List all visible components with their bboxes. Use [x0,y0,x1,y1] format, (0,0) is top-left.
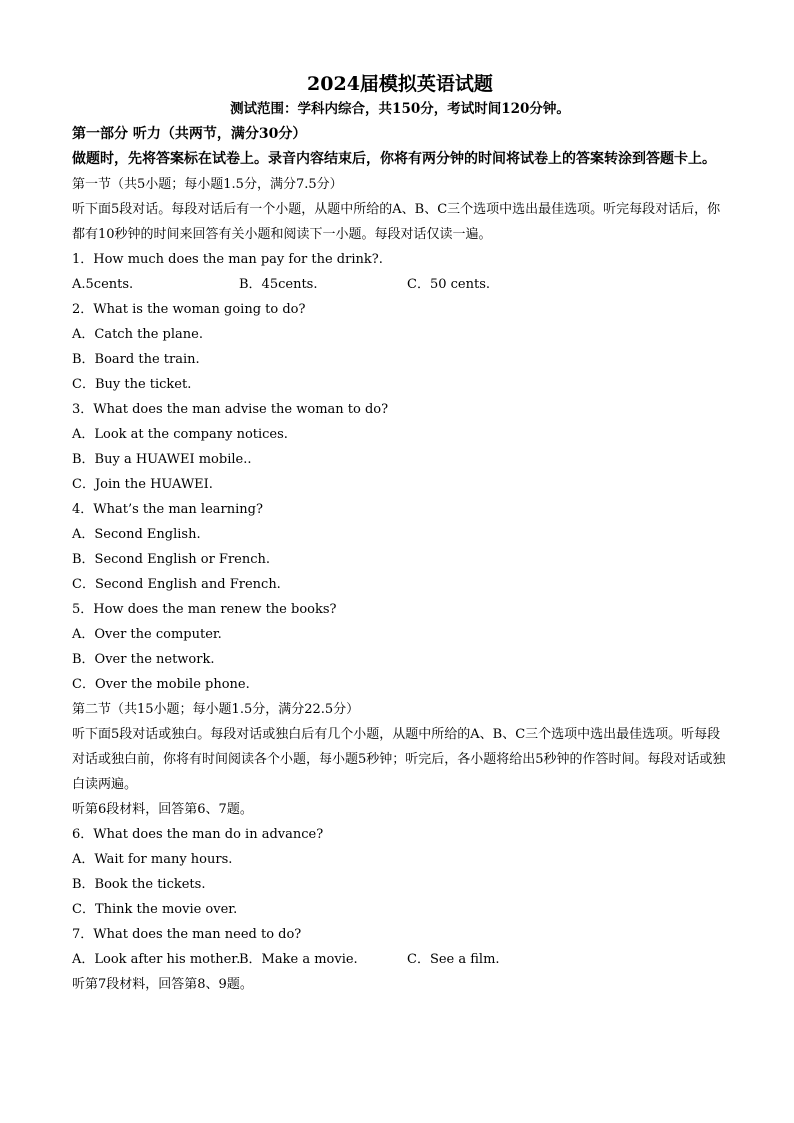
question-2-stem: 2．What is the woman going to do? [72,302,306,317]
option-a: A．Second English. [72,527,201,542]
question-6-stem: 6．What does the man do in advance? [72,827,324,842]
question-1-options [72,272,728,297]
option-a: A．Look after his mother. [72,952,241,967]
option-b: B．Second English or French. [72,552,271,567]
section2-instruction: 听下面5段对话或独白。每段对话或独白后有几个小题，从题中所给的A、B、C三个选项中选出最佳选项。听每段对话或独白前，你将有时间阅读各个小题，每小题5秒钟；听完后，各小题将给出5秒钟的作答时间。每段对话或独白读两遍。 [72,727,726,792]
option-b: B．Board the train. [72,352,200,367]
section1-instruction: 听下面5段对话。每段对话后有一个小题，从题中所给的A、B、C三个选项中选出最佳选项。听完每段对话后，你都有10秒钟的时间来回答有关小题和阅读下一小题。每段对话仅读一遍。 [72,202,721,242]
option-c: C．Join the HUAWEI. [72,477,213,492]
section1-heading: 第一节（共5小题；每小题1.5分，满分7.5分） [72,177,343,192]
exam-page [72,68,728,997]
question-7-options [72,947,728,972]
part1-heading: 第一部分 听力（共两节，满分30分） [72,126,307,142]
option-a: A．Over the computer. [72,627,222,642]
part1-instruction: 做题时，先将答案标在试卷上。录音内容结束后，你将有两分钟的时间将试卷上的答案转涂到答题卡上。 [72,151,716,167]
option-b: B．Book the tickets. [72,877,206,892]
exam-title: 2024届模拟英语试题 [307,73,493,95]
question-5-stem: 5．How does the man renew the books? [72,602,337,617]
question-4-stem: 4．What’s the man learning? [72,502,263,517]
option-c: C．50 cents. [407,277,490,292]
option-c: C．See a film. [407,952,500,967]
material-7-note: 听第7段材料，回答第8、9题。 [72,977,253,992]
option-b: B．Buy a HUAWEI mobile.. [72,452,252,467]
question-7-stem: 7．What does the man need to do? [72,927,302,942]
question-3-stem: 3．What does the man advise the woman to do? [72,402,389,417]
option-c: C．Over the mobile phone. [72,677,250,692]
option-a: A.5cents. [72,277,134,292]
option-a: A．Catch the plane. [72,327,203,342]
option-b: B．Make a movie. [239,952,358,967]
option-c: C．Think the movie over. [72,902,238,917]
section2-heading: 第二节（共15小题；每小题1.5分，满分22.5分） [72,702,360,717]
question-1-stem: 1．How much does the man pay for the drink?. [72,252,383,267]
option-b: B．Over the network. [72,652,215,667]
option-c: C．Buy the ticket. [72,377,192,392]
option-a: A．Look at the company notices. [72,427,288,442]
option-a: A．Wait for many hours. [72,852,233,867]
option-c: C．Second English and French. [72,577,281,592]
exam-scope: 测试范围：学科内综合，共150分，考试时间120分钟。 [230,101,570,117]
option-b: B．45cents. [239,277,318,292]
material-6-note: 听第6段材料，回答第6、7题。 [72,802,253,817]
